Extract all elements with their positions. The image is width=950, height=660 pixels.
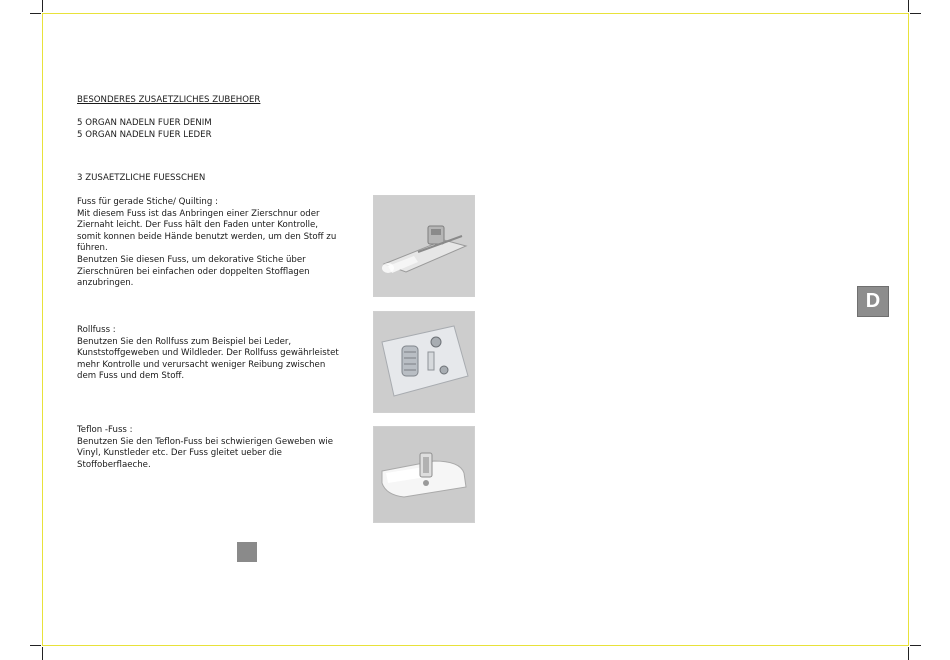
frame-top-line xyxy=(42,13,908,14)
foot-line: führen. xyxy=(77,243,108,254)
foot-line: Vinyl, Kunstleder etc. Der Fuss gleitet ueber die xyxy=(77,448,282,459)
foot-line: Benutzen Sie den Rollfuss zum Beispiel bei Leder, xyxy=(77,336,292,347)
foot-description-roller xyxy=(77,325,339,383)
foot-line: Zierschnüren bei einfachen oder doppelten Stofflagen xyxy=(77,266,310,277)
page-marker-square xyxy=(237,542,257,562)
foot-line: mehr Kontrolle und verursacht weniger Reibung zwischen xyxy=(77,359,326,370)
foot-title: Rollfuss : xyxy=(77,325,116,335)
foot-line: Benutzen Sie diesen Fuss, um dekorative Stiche über xyxy=(77,254,306,265)
crop-mark-tr-h xyxy=(910,13,921,14)
foot-line: somit konnen beide Hände benutzt werden, um den Stoff zu xyxy=(77,231,337,242)
teflon-foot-image xyxy=(373,426,475,523)
crop-mark-tr-v xyxy=(908,0,909,12)
foot-line: Stoffoberflaeche. xyxy=(77,459,151,470)
section-heading: BESONDERES ZUSAETZLICHES ZUBEHOER xyxy=(77,95,261,105)
feet-heading: 3 ZUSAETZLICHE FUESSCHEN xyxy=(77,173,206,183)
needle-item-denim: 5 ORGAN NADELN FUER DENIM xyxy=(77,118,212,128)
foot-line: Mit diesem Fuss ist das Anbringen einer Zierschnur oder xyxy=(77,208,320,219)
needle-list xyxy=(77,118,212,141)
crop-mark-bl-v xyxy=(42,647,43,660)
foot-line: dem Fuss und dem Stoff. xyxy=(77,371,185,382)
foot-line: Benutzen Sie den Teflon-Fuss bei schwierigen Geweben wie xyxy=(77,436,334,447)
frame-right-line xyxy=(908,13,909,646)
crop-mark-tl-h xyxy=(30,13,41,14)
quilting-foot-image xyxy=(373,195,475,297)
crop-mark-bl-h xyxy=(30,645,41,646)
foot-description-teflon xyxy=(77,425,333,471)
foot-line: anzubringen. xyxy=(77,278,134,289)
crop-mark-br-v xyxy=(908,647,909,660)
foot-title: Teflon -Fuss : xyxy=(77,425,133,435)
frame-left-line xyxy=(42,13,43,646)
frame-bottom-line xyxy=(42,645,908,646)
foot-line: Kunststoffgeweben und Wildleder. Der Rollfuss gewährleistet xyxy=(77,348,339,359)
foot-title: Fuss für gerade Stiche/ Quilting : xyxy=(77,197,218,207)
needle-item-leather: 5 ORGAN NADELN FUER LEDER xyxy=(77,129,212,140)
roller-foot-image xyxy=(373,311,475,413)
language-tab-badge: D xyxy=(857,286,889,317)
crop-mark-br-h xyxy=(910,645,921,646)
crop-mark-tl-v xyxy=(42,0,43,12)
foot-description-quilting xyxy=(77,197,336,290)
foot-line: Ziernaht leicht. Der Fuss hält den Faden unter Kontrolle, xyxy=(77,220,319,231)
